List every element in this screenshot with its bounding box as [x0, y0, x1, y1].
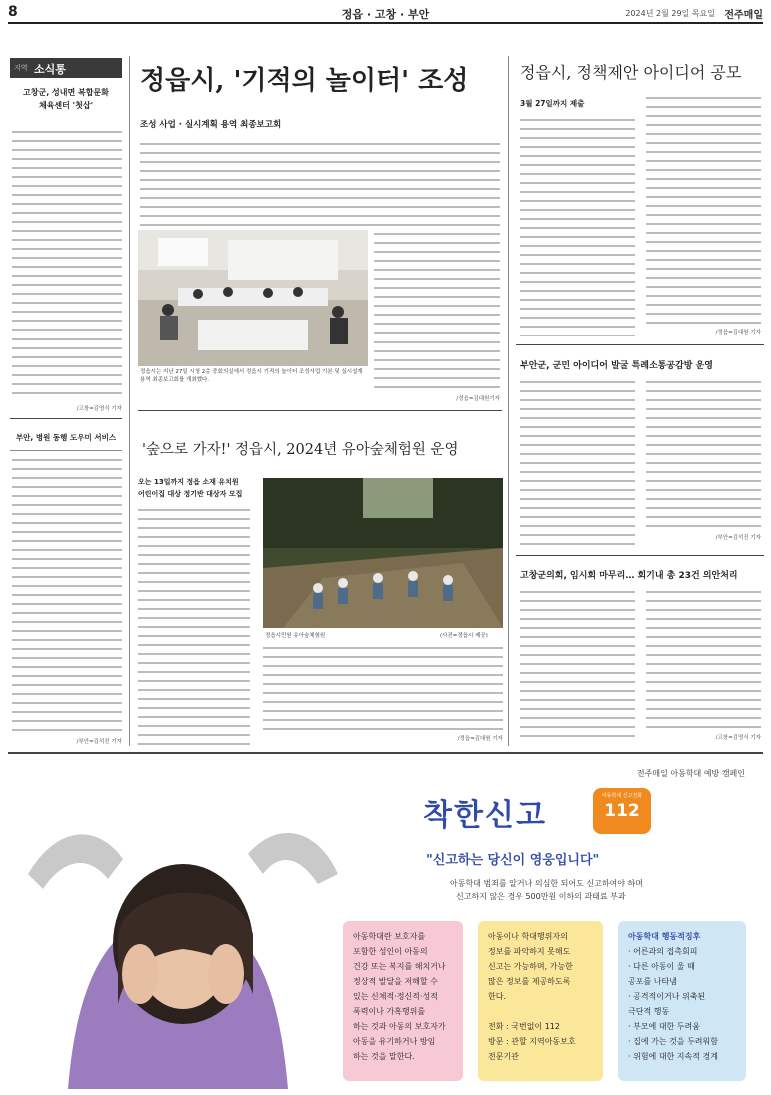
sidebar-item2-title: 부안, 병원 동행 도우미 서비스	[15, 433, 117, 442]
ad-box-line: · 공격적이거나 위축된	[628, 992, 706, 1001]
column-rule	[129, 56, 130, 746]
ad-badge-top: 아동학대 신고전화	[601, 793, 643, 799]
sidebar-item2-byline: /부안=김석진 기자	[76, 739, 122, 745]
sidebar-label-text: 소식통	[34, 63, 66, 76]
sidebar-label-prefix: 지역	[14, 64, 28, 72]
ad-box-line: 정보를 파악하지 못해도	[488, 947, 571, 956]
forest-body-right	[263, 644, 503, 730]
ad-badge	[593, 788, 651, 834]
girl-illustration	[8, 764, 348, 1089]
gochang-body-right	[646, 588, 761, 728]
sidebar-label	[10, 58, 122, 78]
ad-box-signs	[618, 921, 746, 1081]
ad-box-line	[488, 1004, 593, 1019]
policy-byline: /정읍=김대원 기자	[715, 330, 761, 336]
forest-body-left	[138, 506, 250, 746]
ad-desc-2: 신고하지 않은 경우 500만원 이하의 과태료 부과	[456, 892, 626, 901]
buan-divider	[516, 555, 764, 556]
ad-badge-number: 112	[604, 801, 640, 821]
ad-box-line: 신고는 가능하며, 가능한	[488, 962, 573, 971]
ad-box-line: 아동학대란 보호자를	[353, 932, 426, 941]
forest-caption-right: (사진=정읍시 제공)	[440, 633, 488, 639]
ad-box-line: 한다.	[488, 992, 506, 1001]
forest-headline: '숲으로 가자!' 정읍시, 2024년 유아숲체험원 운영	[142, 442, 459, 458]
paper-name: 전주매일	[724, 10, 763, 21]
ad-box-line: 극단적 행동	[628, 1007, 670, 1016]
ad-box-line: 있는 신체적·정신적·성적	[353, 992, 438, 1001]
ad-campaign	[8, 752, 763, 1091]
buan-body-left	[520, 378, 635, 548]
main-body-side	[374, 230, 500, 390]
gochang-byline: /고창=김영식 기자	[715, 735, 761, 741]
gochang-body-left	[520, 588, 635, 738]
main-subhead: 조성 사업 · 실시계획 용역 최종보고회	[140, 120, 282, 130]
policy-body-left	[520, 116, 635, 336]
ad-box-line: · 부모에 대한 두려움	[628, 1022, 700, 1031]
policy-headline: 정읍시, 정책제안 아이디어 공모	[520, 63, 742, 82]
ad-box-report	[478, 921, 603, 1081]
column-rule-2	[508, 56, 509, 746]
ad-box-line: 건강 또는 복지를 해치거나	[353, 962, 446, 971]
policy-body-right	[646, 94, 761, 324]
issue-date: 2024년 2월 29일 목요일	[625, 9, 715, 18]
ad-box-line: · 집에 가는 것을 두려워함	[628, 1037, 718, 1046]
ad-box-report-text	[488, 929, 593, 1064]
ad-box-line: · 다른 아동이 울 때	[628, 962, 695, 971]
header-rule	[8, 22, 763, 24]
ad-box-signs-text	[628, 944, 736, 1064]
sidebar-item2-body	[12, 456, 122, 732]
policy-subhead: 3월 27일까지 제출	[520, 99, 585, 108]
ad-box-line: 아동을 유기하거나 방임	[353, 1037, 436, 1046]
main-headline: 정읍시, '기적의 놀이터' 조성	[140, 66, 469, 96]
buan-headline: 부안군, 군민 아이디어 발굴 특례소통공감방 운영	[520, 361, 713, 371]
sidebar-divider-2	[10, 450, 122, 451]
ad-box-line: · 위험에 대한 지속적 경계	[628, 1052, 718, 1061]
ad-box-line: 많은 정보를 제공하도록	[488, 977, 571, 986]
ad-desc-1: 아동학대 범죄를 알거나 의심한 되어도 신고하여야 하며	[450, 879, 643, 888]
ad-box-line: 하는 것과 아동의 보호자가	[353, 1022, 446, 1031]
forest-photo	[263, 478, 503, 628]
forest-subhead: 오는 13일까지 정읍 소재 유치원 어린이집 대상 정기반 대상자 모집	[138, 478, 243, 498]
ad-box-line: 아동이나 학대행위자의	[488, 932, 568, 941]
ad-box-line: 하는 것을 말한다.	[353, 1052, 415, 1061]
ad-box-line: 정상적 발달을 저해할 수	[353, 977, 438, 986]
section-title: 정읍 · 고창 · 부안	[341, 8, 430, 21]
main-divider	[138, 410, 502, 411]
policy-divider	[516, 344, 764, 345]
sidebar-item1-title: 고창군, 성내면 복합문화 체육센터 '첫삽'	[23, 88, 109, 110]
ad-box-line: · 어른과의 접촉회피	[628, 947, 698, 956]
ad-campaign-label: 전주매일 아동학대 예방 캠페인	[636, 769, 745, 778]
ad-box-line: 공포를 나타냄	[628, 977, 677, 986]
sidebar-item1-body	[12, 128, 122, 398]
ad-title: 착한신고	[423, 798, 547, 833]
gochang-headline: 고창군의회, 임시회 마무리… 회기내 총 23건 의안처리	[520, 571, 738, 581]
ad-box-definition-text	[353, 929, 453, 1064]
sidebar-divider	[10, 418, 122, 419]
forest-caption-left: 정읍시민원 유아숲체험원	[265, 633, 326, 639]
buan-body-right	[646, 378, 761, 528]
ad-slogan: "신고하는 당신이 영웅입니다"	[426, 853, 600, 868]
ad-box-line: 포함한 성인이 아동의	[353, 947, 428, 956]
page-number: 8	[8, 4, 18, 20]
meeting-photo	[138, 230, 368, 366]
ad-box-line: 폭력이나 가혹행위를	[353, 1007, 426, 1016]
ad-box-line: 방문 : 관할 지역아동보호	[488, 1037, 576, 1046]
sidebar-item1-byline: /고창=김영식 기자	[76, 406, 122, 412]
main-photo-caption: 정읍시는 지난 27일 시청 2층 중회의실에서 정읍시 기적의 놀이터 조성사업 기본 및 실시설계 용역 최종보고회를 개최했다.	[140, 369, 363, 383]
main-byline: /정읍=김대원기자	[456, 396, 500, 402]
ad-box-definition	[343, 921, 463, 1081]
ad-box-signs-title: 아동학대 행동적징후	[628, 932, 701, 941]
buan-byline: /부안=김석진 기자	[715, 535, 761, 541]
forest-byline: /정읍=김대원 기자	[457, 736, 503, 742]
ad-box-line: 전문기관	[488, 1052, 519, 1061]
main-body-top	[140, 140, 500, 226]
ad-box-line: 전화 : 국번없이 112	[488, 1022, 560, 1031]
